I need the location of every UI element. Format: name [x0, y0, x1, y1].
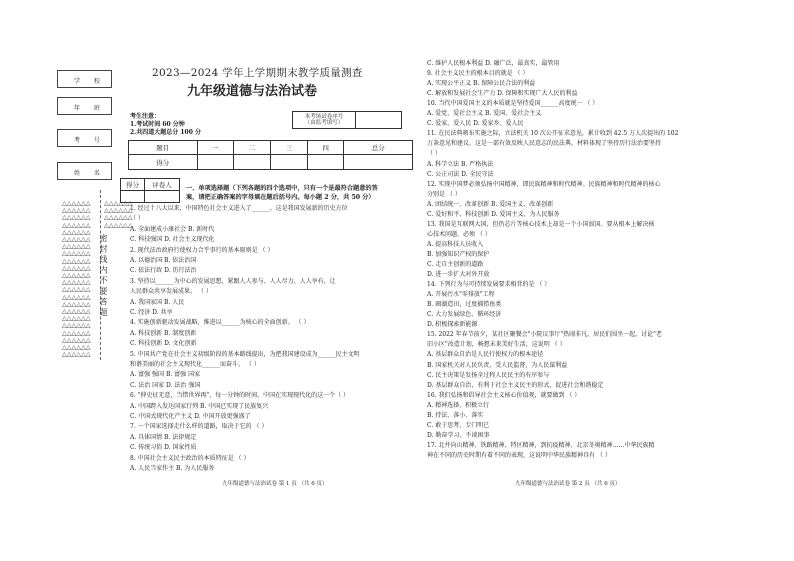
- question-line: C. 科技创新 D. 文化创新: [130, 340, 197, 348]
- question-line: A. 开展污水"零排放"工程: [427, 291, 495, 299]
- school-field[interactable]: 学 校: [57, 70, 112, 88]
- question-line: 3. 坚持以______为中心的发展思想，紧跟人人参与、人人尽力、人人享有，让: [130, 277, 336, 285]
- question-line: C. 经济 D. 共享: [130, 309, 173, 316]
- question-line: C. 中国式现代化产主义 D. 中国开放更强盛了: [130, 413, 251, 420]
- question-line: 分别是 （ ）: [427, 190, 461, 198]
- question-line: 人民群众共享发展成果。 （ ）: [130, 288, 212, 296]
- question-line: 15. 2022 年春节前夕，某社区聚餐会"小院议事厅"热闹非凡，居民们围坐一起，讨论"老: [427, 331, 662, 339]
- question-line: C. 维护人民根本利益 D. 融广泛，最真实，最管用: [427, 60, 560, 67]
- question-line: C. 爱家、爱人民 D. 爱家乡、爱人民: [427, 120, 524, 128]
- seat-number-input[interactable]: [356, 112, 402, 129]
- question-line: A. 中国跨入发达国家行列 B. 中国已实现了民族复兴: [130, 402, 269, 410]
- question-line: D. 勤奋学习，不谈困事: [427, 431, 490, 439]
- score-header-3: 三: [270, 141, 307, 155]
- question-line: 7. 一个国家选择走什么样的道路，取决于它的 （ ）: [130, 423, 268, 431]
- exam-number-field[interactable]: 考 号: [57, 129, 112, 147]
- score-row-label: 得分: [129, 155, 198, 170]
- question-line: C. 传统习俗 D. 国家性质: [130, 444, 197, 452]
- page-footer-right: 九年级道德与法治试卷 第 2 页 （共 6 页）: [515, 481, 621, 487]
- question-line: B. 加强知识产权的保护: [427, 250, 490, 258]
- name-field[interactable]: 姓 名: [57, 162, 112, 180]
- question-line: A. 具体国情 B. 法律规定: [130, 433, 197, 441]
- question-line: A. 科技创新 B. 制度创新: [130, 329, 197, 337]
- question-line: 16. 我们弘扬和倡导社会主义核心价值观，就要做到 （ ）: [427, 391, 581, 399]
- grader-score-cell[interactable]: [121, 191, 145, 203]
- question-line: A. 全面建成小康社会 B. 新时代: [130, 225, 215, 233]
- question-line: 17. 北井向山精神、铁路精神、特区精神，到抗疫精神、北京冬奥精神……中华民族精: [427, 441, 655, 449]
- question-line: B. 持法、落小、落实: [427, 411, 484, 419]
- grader-table: [120, 178, 180, 203]
- score-cell[interactable]: [307, 155, 344, 170]
- score-header-total: 总分: [344, 141, 413, 155]
- question-line: C. 民主决策是发扬全过程人民民主的有序参与: [427, 371, 550, 379]
- class-field[interactable]: 年 班: [57, 97, 112, 115]
- notes-heading: 考生注意：: [130, 113, 161, 120]
- score-header-4: 四: [307, 141, 344, 155]
- grader-name-label: 评卷人: [144, 179, 179, 191]
- question-line: 5. 中国共产党在社会主义初级阶段的基本路线提出，为把我国建设成为______民主文明: [130, 350, 360, 358]
- score-cell[interactable]: [344, 155, 413, 170]
- seat-label: 本考场试卷序号: [304, 114, 344, 120]
- question-line: A. 精神选择，积极立行: [427, 401, 490, 409]
- question-line: 和谐美丽的社会主义现代化______而奋斗。 （ ）: [130, 361, 260, 368]
- question-line: 2. 现代法治政府行使权力合乎事行的基本原则是 （ ）: [130, 246, 274, 254]
- question-line: 11. 在民法典颁布实施之际，立法机关 10 次公开征求意见，累计收到 42.5 万人次提出的 102: [427, 130, 679, 138]
- question-line: 1. 经过十八大以来，中国特色社会主义进入了______。这是我国发展新的历史方位: [130, 205, 348, 212]
- question-line: A. 富强 强国 B. 富强 国家: [130, 371, 201, 379]
- note-time: 1.考试时间 60 分钟: [130, 121, 185, 128]
- question-line: 旧小区"改造计划，畅想未来美好生活，这说明 （ ）: [427, 341, 566, 349]
- question-line: A. 我国家国 B. 人民: [130, 298, 185, 306]
- question-line: A. 团结统一、改革创新 B. 爱国主义、改革创新: [427, 200, 554, 208]
- question-line: 6. "伸史征无意，当惜世界再"，每一分钟的时间，中国在实现现代化的这一个（ ）: [130, 392, 350, 400]
- question-line: 4. 实施创新驱动发展战略，推进以______为核心的全面创新。 （ ）: [130, 319, 310, 327]
- note-total: 2.共四道大题总分 100 分: [130, 129, 201, 136]
- grader-name-cell[interactable]: [144, 191, 179, 203]
- question-line: 12. 实现中国梦必须弘扬中国精神，即民族精神和时代精神。民族精神和时代精神的核心: [427, 180, 661, 188]
- score-cell[interactable]: [270, 155, 307, 170]
- question-line: C. 解放和发展社会生产力 D. 保障和实现广大人民的利益: [427, 90, 578, 98]
- score-table: [128, 140, 413, 170]
- question-line: 万条意见和建议。这是一部有效反映人民意志的民法典。材料体现了坚持历行法治要坚持: [427, 140, 662, 148]
- question-line: C. 走自主创新的道路: [427, 261, 484, 268]
- question-line: 8. 中国社会主义民主政治的本质特征是 （ ）: [130, 454, 250, 462]
- question-line: C. 依法行政 D. 历行法治: [130, 267, 197, 275]
- question-line: A. 基层群众自治是人民行使权力的根本途径: [427, 351, 544, 359]
- section1-instruction-b: 案，请把正确答案的字母填在题后括号内。每小题 2 分，共 50 分）: [186, 194, 375, 201]
- question-line: C. 大力发展绿色、循环经济: [427, 311, 502, 319]
- score-cell[interactable]: [197, 155, 234, 170]
- score-cell[interactable]: [234, 155, 271, 170]
- exam-title: 2023—2024 学年上学期期末教学质量测查: [152, 67, 363, 79]
- seat-number-box: [292, 111, 402, 129]
- question-line: C. 公正司法 D. 全民守法: [427, 170, 494, 178]
- question-line: C. 法治 国家 D. 法治 强国: [130, 381, 201, 389]
- seat-sub: （由监考填写）: [304, 120, 344, 126]
- seal-triangles-left: △△△△△△ △△△△△△ △△△△△△ △△△△△△ △△△△△△ △△△△△△ △△△△△△ △△△△△△ △△△△△△ △△△△△△ △△△△△△ △△△△△△ △△△△△△ △△△△△△ △△△△△△ △△△△△△ △△△△△△ △△△△△△ △△△△△△ △△△△△△ △△△△△△ △△△△△△: [62, 200, 91, 359]
- question-line: D. 基层群众自治，有利于社会主义民主的形式，促进社会和谐稳定: [427, 381, 604, 389]
- question-line: A. 爱党、爱社会主义 B. 爱国、爱社会主义: [427, 110, 542, 118]
- page-footer-left: 九年级道德与法治试卷 第 1 页 （共 6 页）: [222, 481, 328, 487]
- question-line: A. 提高科技人员收入: [427, 240, 484, 248]
- question-line: A. 以德治国 B. 依法治国: [130, 257, 197, 264]
- question-line: D. 积极探索新能源: [427, 321, 478, 329]
- question-line: 13. 我国是互联网大国，但仍芯片等核心技术上却是一个小国弱国。要从根本上解决核: [427, 220, 655, 228]
- score-header-2: 二: [234, 141, 271, 155]
- question-line: 10. 当代中国爱国主义的本质就是坚持爱国______高度统一 （ ）: [427, 100, 599, 108]
- seal-notice: 密 封 线 内 不 要 答 题: [99, 234, 108, 316]
- question-line: B. 国家机关对人民负责，受人民监督，为人民谋利益: [427, 361, 568, 369]
- question-line: 9. 社会主义民主的根本目的就是 （ ）: [427, 70, 529, 78]
- question-line: D. 进一步扩大对外开放: [427, 271, 490, 279]
- exam-subject-title: 九年级道德与法治试卷: [187, 84, 318, 99]
- question-line: A. 人民当家作主 B. 为人民服务: [130, 465, 215, 472]
- question-line: A. 科学立法 B. 严格执法: [427, 160, 494, 168]
- seal-triangles-right: △△△△△△ △△△△△△ △△△△△△ △△△△△△: [104, 200, 133, 229]
- question-line: 心技术问题，必须 （ ）: [427, 230, 491, 238]
- question-line: C. 敢于思考，专门明已: [427, 421, 490, 429]
- question-line: C. 爱好和平、科技创新 D. 爱国主义、为人民服务: [427, 210, 560, 218]
- grader-score-label: 得分: [121, 179, 145, 191]
- question-line: （ ）: [427, 150, 441, 158]
- question-line: B. 圈湖造田，过度捕捞鱼类: [427, 301, 502, 309]
- question-line: 神在不同的历史时期有着不同的表现，这说明中华民族精神具有 （ ）: [427, 451, 611, 459]
- question-line: C. 科技强国 D. 社会主义现代化: [130, 236, 215, 244]
- section1-instruction-a: 一、单项选择题（下列各题的四个选项中，只有一个是最符合题意的答: [186, 185, 378, 192]
- score-header-item: 题目: [129, 141, 198, 155]
- score-header-1: 一: [197, 141, 234, 155]
- question-line: 14. 下列行为与可持续发展要求相背的是 （ ）: [427, 281, 551, 289]
- question-line: A. 实现公平正义 B. 保障公民合法的利益: [427, 80, 536, 88]
- question-line: （ ）: [130, 215, 144, 223]
